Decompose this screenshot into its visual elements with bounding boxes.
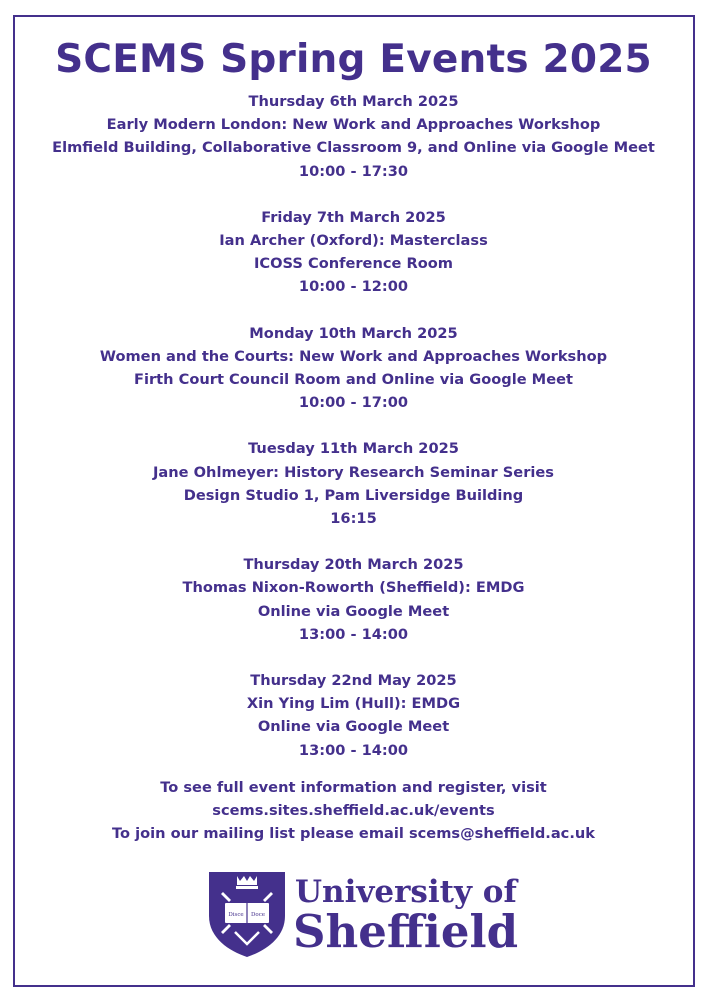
event-date: Monday 10th March 2025 — [249, 324, 458, 342]
mailing-list-text[interactable]: To join our mailing list please email scems@sheffield.ac.uk — [112, 825, 595, 843]
event-name: Women and the Courts: New Work and Approaches Workshop — [99, 347, 608, 365]
event-name: Jane Ohlmeyer: History Research Seminar Series — [153, 463, 554, 481]
event-item — [0, 437, 707, 530]
event-time: 10:00 - 17:30 — [298, 162, 409, 180]
event-name: Thomas Nixon-Roworth (Sheffield): EMDG — [182, 579, 525, 597]
event-location: Online via Google Meet — [257, 602, 450, 620]
event-name: Early Modern London: New Work and Approaches Workshop — [106, 116, 601, 134]
event-item — [0, 669, 707, 762]
event-date: Thursday 22nd May 2025 — [250, 672, 457, 690]
event-location: ICOSS Conference Room — [254, 255, 453, 273]
event-item — [0, 322, 707, 415]
events-website-link[interactable]: scems.sites.sheffield.ac.uk/events — [212, 802, 495, 820]
crest-book-right-text: Doce — [250, 912, 266, 918]
event-date: Tuesday 11th March 2025 — [248, 440, 459, 458]
event-time: 10:00 - 17:00 — [298, 394, 409, 412]
event-date: Thursday 20th March 2025 — [243, 556, 464, 574]
event-item — [0, 90, 707, 183]
page-title: SCEMS Spring Events 2025 — [55, 37, 652, 82]
events-list — [0, 90, 707, 785]
footer-info — [0, 776, 707, 846]
crest-book-left-text: Disce — [228, 912, 244, 918]
logo-wordmark-line2: Sheffield — [293, 905, 519, 958]
event-item — [0, 553, 707, 646]
event-name: Ian Archer (Oxford): Masterclass — [219, 232, 488, 250]
event-time: 13:00 - 14:00 — [298, 741, 409, 759]
event-time: 16:15 — [330, 510, 377, 528]
event-time: 13:00 - 14:00 — [298, 625, 409, 643]
event-date: Friday 7th March 2025 — [261, 208, 446, 226]
logo-wordmark-line1: University of — [295, 874, 517, 910]
event-time: 10:00 - 12:00 — [298, 278, 409, 296]
university-logo — [207, 868, 519, 958]
footer-register-text: To see full event information and register, visit — [160, 779, 547, 796]
event-item — [0, 206, 707, 299]
event-name: Xin Ying Lim (Hull): EMDG — [246, 695, 461, 713]
event-location: Online via Google Meet — [257, 718, 450, 736]
university-crest-icon — [207, 868, 287, 958]
event-location: Design Studio 1, Pam Liversidge Building — [183, 486, 524, 504]
event-location: Firth Court Council Room and Online via Google Meet — [134, 371, 573, 389]
event-date: Thursday 6th March 2025 — [248, 93, 459, 110]
event-location: Elmfield Building, Collaborative Classroom 9, and Online via Google Meet — [52, 139, 655, 157]
